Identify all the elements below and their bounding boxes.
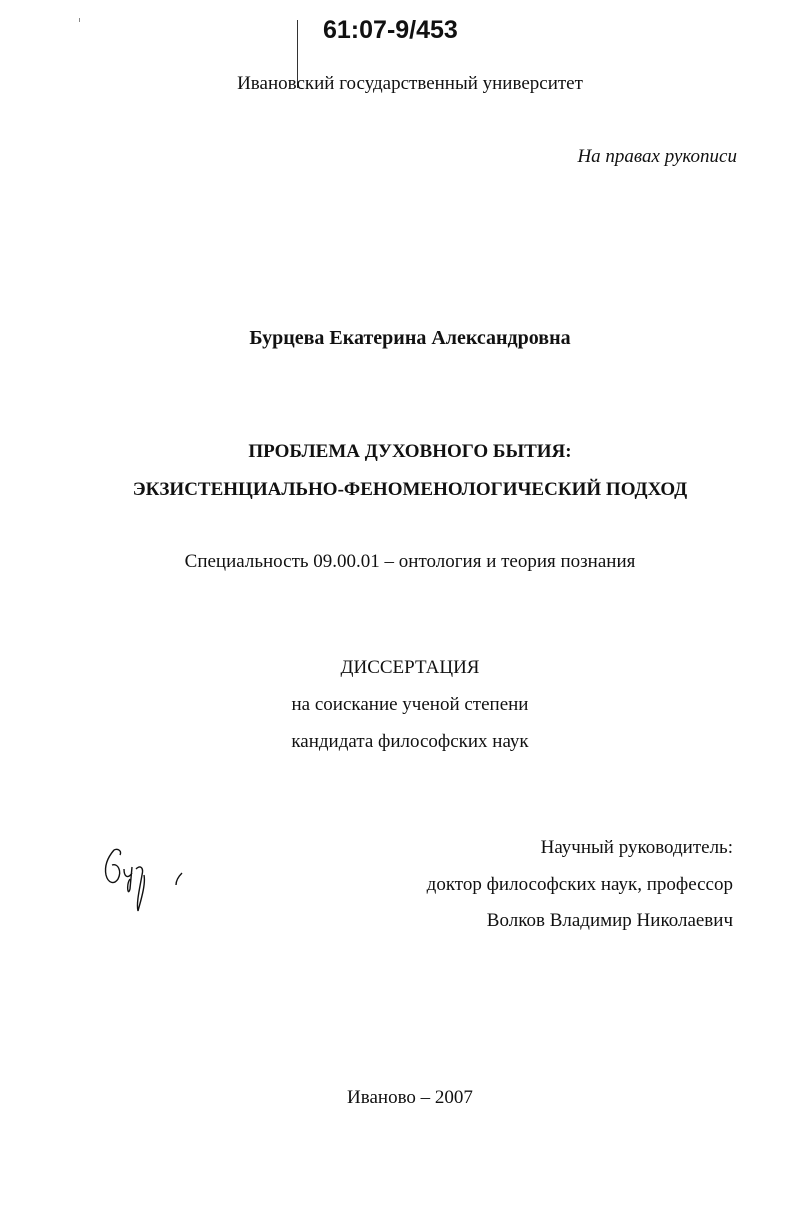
archive-code: 61:07-9/453 [323,16,458,44]
specialty: Специальность 09.00.01 – онтология и теория познания [184,551,636,572]
thesis-title-line-1: ПРОБЛЕМА ДУХОВНОГО БЫТИЯ: [248,441,572,462]
manuscript-note: На правах рукописи [577,146,737,167]
advisor-title: доктор философских наук, профессор [426,874,733,895]
advisor-label: Научный руководитель: [540,837,733,858]
place-year: Иваново – 2007 [347,1087,473,1108]
degree-line-1: на соискание ученой степени [291,694,529,715]
scan-artifact [79,18,80,22]
advisor-name: Волков Владимир Николаевич [486,910,733,931]
document-type: ДИССЕРТАЦИЯ [340,657,480,678]
thesis-title-line-2: ЭКЗИСТЕНЦИАЛЬНО-ФЕНОМЕНОЛОГИЧЕСКИЙ ПОДХОД [132,479,688,500]
university-name: Ивановский государственный университет [237,73,583,94]
author-name: Бурцева Екатерина Александровна [249,327,571,349]
handwritten-signature [100,845,200,925]
degree-line-2: кандидата философских наук [291,731,529,752]
